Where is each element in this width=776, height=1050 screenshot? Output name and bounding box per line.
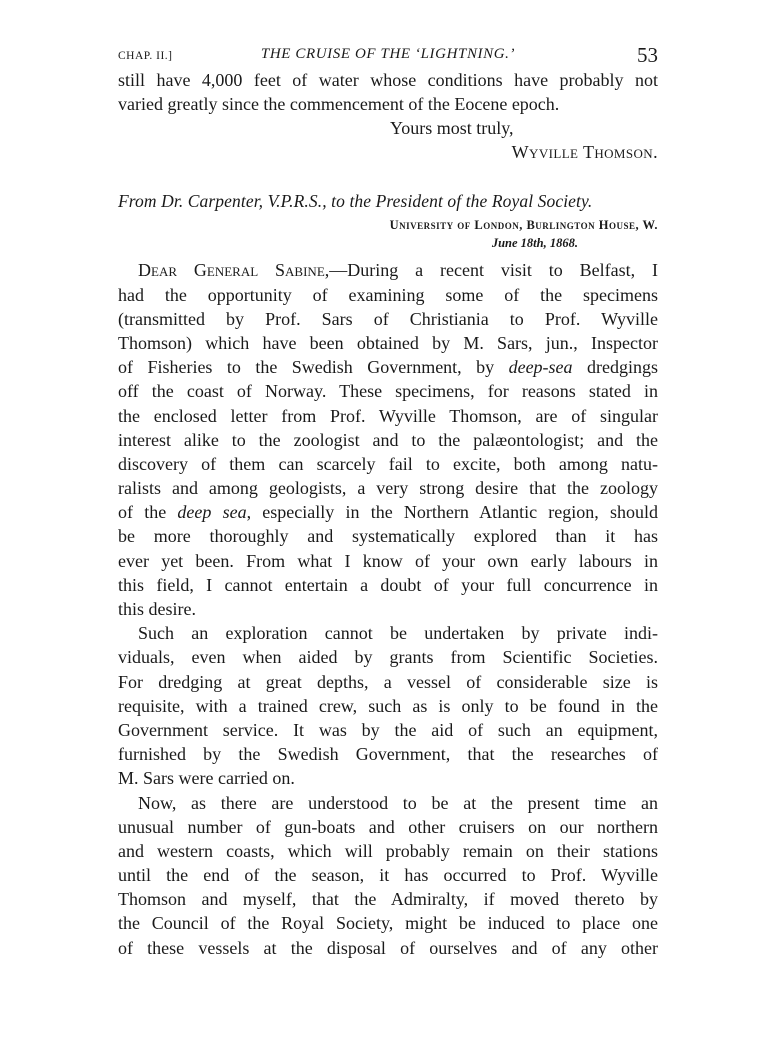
text-line: discovery of them can scarcely fail to excite, both among natu- — [118, 453, 658, 474]
text-line: For dredging at great depths, a vessel of considerable size is — [118, 671, 658, 692]
book-page — [118, 43, 658, 960]
text-line: M. Sars were carried on. — [118, 768, 295, 789]
running-title: THE CRUISE OF THE ‘LIGHTNING.’ — [260, 46, 516, 62]
text-line: and western coasts, which will probably remain on their stations — [118, 840, 658, 861]
letter-heading: From Dr. Carpenter, V.P.R.S., to the President of the Royal Society. — [118, 191, 593, 212]
letter-closing — [118, 116, 658, 164]
paragraph-1 — [118, 258, 658, 621]
text-line: the enclosed letter from Prof. Wyville Thomson, are of singular — [118, 405, 658, 426]
text-line: furnished by the Swedish Government, that the researches of — [118, 744, 658, 765]
text-line: Now, as there are understood to be at the present time an — [138, 792, 658, 813]
text-line: requisite, with a trained crew, such as is only to be found in the — [118, 695, 658, 716]
text-line: Thomson) which have been obtained by M. Sars, jun., Inspector — [118, 332, 658, 353]
text-span: of the — [118, 502, 178, 523]
text-line: Thomson and myself, that the Admiralty, if moved thereto by — [118, 889, 658, 910]
valediction: Yours most truly, — [390, 118, 514, 139]
text-line: this field, I cannot entertain a doubt of your full concurrence in — [118, 574, 658, 595]
text-line: still have 4,000 feet of water whose conditions have probably not — [118, 70, 658, 90]
text-line: had the opportunity of examining some of the specimens — [118, 284, 658, 305]
text-span: , especially in the Northern Atlantic region, should — [246, 502, 658, 523]
emphasis: deep sea — [177, 502, 247, 523]
text-line: (transmitted by Prof. Sars of Christiania to Prof. Wyville — [118, 308, 658, 329]
paragraph-2 — [118, 621, 658, 790]
opening-text — [118, 68, 658, 116]
letter-body — [118, 258, 658, 959]
text-line: viduals, even when aided by grants from Scientific Societies. — [118, 647, 658, 668]
text-line: unusual number of gun-boats and other cruisers on our northern — [118, 816, 658, 837]
emphasis: deep-sea — [508, 357, 573, 378]
text-line: off the coast of Norway. These specimens, for reasons stated in — [118, 381, 658, 402]
text-line: varied greatly since the commencement of the Eocene epoch. — [118, 94, 560, 115]
text-line — [118, 500, 658, 524]
text-line: until the end of the season, it has occurred to Prof. Wyville — [118, 865, 658, 886]
text-line: Government service. It was by the aid of such an equipment, — [118, 719, 658, 740]
page-number: 53 — [637, 43, 658, 67]
text-span: dredgings — [572, 357, 658, 378]
text-line: the Council of the Royal Society, might be induced to place one — [118, 913, 658, 934]
sender-address: University of London, Burlington House, W. — [389, 218, 658, 233]
running-header — [118, 43, 658, 68]
text-line — [118, 258, 658, 282]
letter-date-text: June 18th, 1868. — [491, 236, 578, 251]
text-span: —During a recent visit to Belfast, I — [329, 260, 658, 281]
text-line: of these vessels at the disposal of ourselves and of any other — [118, 937, 658, 958]
salutation: Dear General Sabine, — [138, 260, 330, 281]
text-line: ever yet been. From what I know of your own early labours in — [118, 550, 658, 571]
text-line: ralists and among geologists, a very strong desire that the zoology — [118, 478, 658, 499]
letter-date — [118, 234, 658, 252]
text-line — [118, 355, 658, 379]
chapter-label: CHAP. II.] — [118, 50, 173, 62]
text-line: interest alike to the zoologist and to the palæontologist; and the — [118, 429, 658, 450]
signature: Wyville Thomson. — [511, 142, 658, 163]
text-line: Such an exploration cannot be undertaken by private indi- — [138, 623, 658, 644]
text-line: this desire. — [118, 599, 196, 619]
paragraph-3 — [118, 791, 658, 960]
text-span: of Fisheries to the Swedish Government, by — [118, 357, 509, 378]
text-line: be more thoroughly and systematically explored than it has — [118, 526, 658, 547]
